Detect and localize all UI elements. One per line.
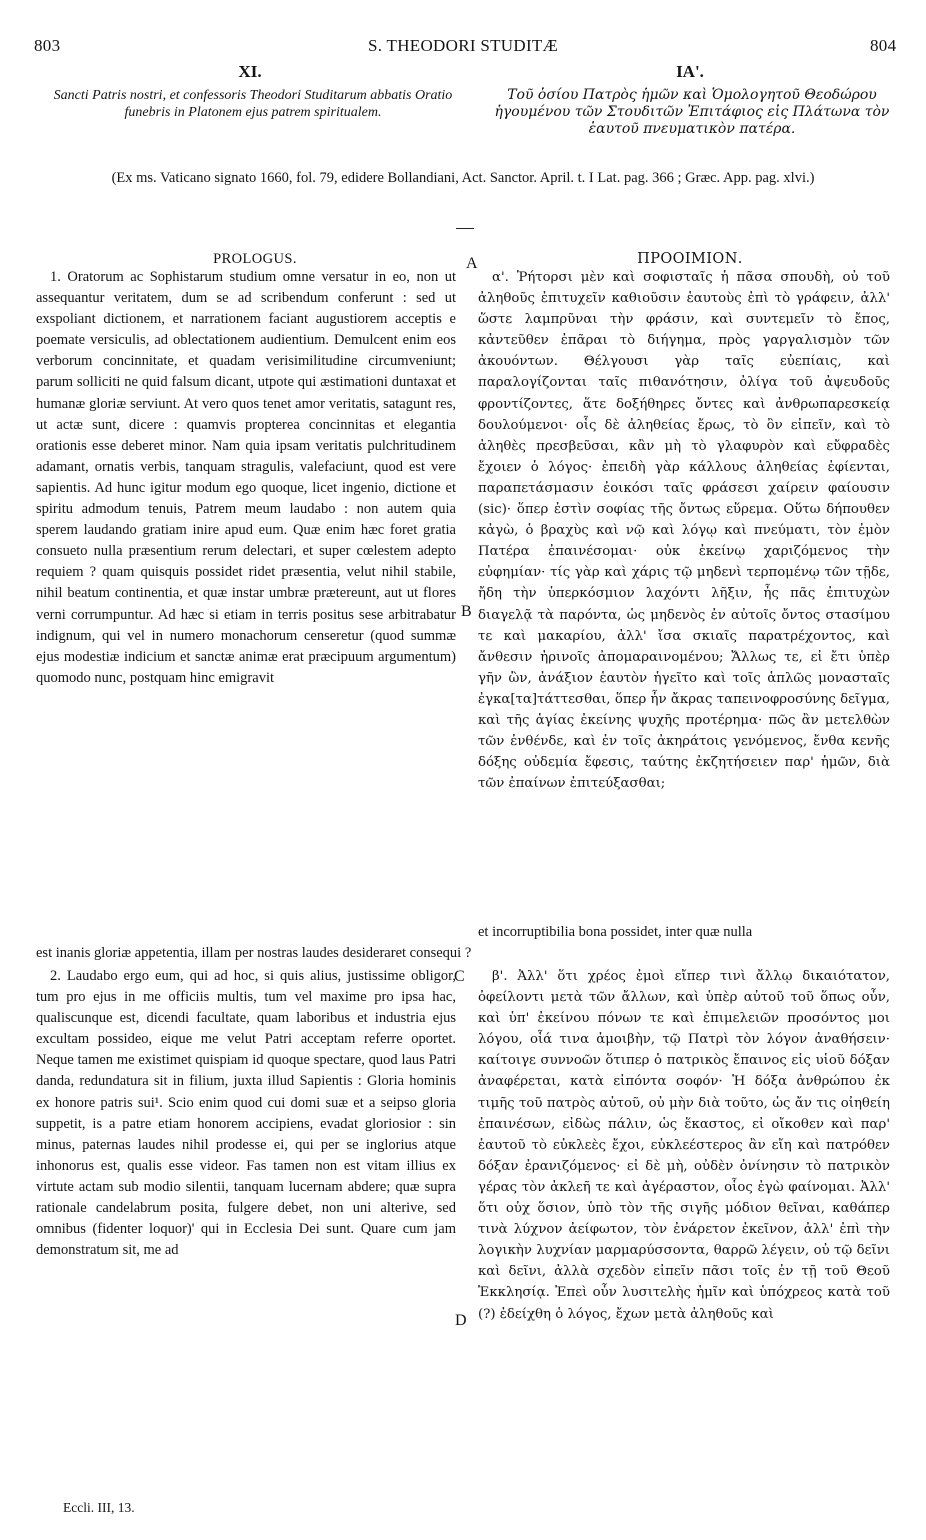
greek-number: ΙΑ'. [676,62,704,81]
margin-letter-b: B [461,603,472,620]
margin-letter-c: C [454,968,465,985]
footnote: Eccli. III, 13. [63,1500,135,1515]
source-note: (Ex ms. Vaticano signato 1660, fol. 79, edidere Bollandiani, Act. Sanctor. April. t. I Lat. pag. 366 ; Græc. App. pag. xlvi.) [111,170,815,186]
latin-number: XI. [238,62,262,81]
latin-column-upper [36,267,456,921]
section-divider [456,228,474,229]
page-number-left: 803 [34,36,61,55]
bridge-line-left [36,922,456,943]
greek-column-upper [478,267,890,921]
latin-section-title: PROLOGUS. [213,251,297,267]
latin-column-lower [36,966,456,1416]
greek-paragraph-1: α'. Ῥήτορσι μὲν καὶ σοφισταῖς ἡ πᾶσα σπουδὴ, οὐ τοῦ ἀληθοῦς ἐπιτυχεῖν καθιοῦσιν ἑαυτοὺς ἐπὶ τὸ γράφειν, ἀλλ' ὥστε λαμπρῦναι τὴν φράσιν, καὶ συντεμεῖν τὸ ἔπος, κἀντεῦθεν ἐπᾶραι τὸ διήγημα, πρὸς γαργαλισμὸν τῶν ἀκουόντων. Θέλγουσι γὰρ ταῖς εὐεπίαις, καὶ παραλογίζονται ταῖς πιθανότησιν, ὀλίγα τοῦ ἀψευδοῦς φροντίζοντες, ἅτε δοξήθηρες ὄντες καὶ ἀνθρωπαρεσκείᾳ δουλούμενοι· οἷς δὲ ἀληθείας ἔρως, τὸ ὂν εἰπεῖν, καὶ τὸ ἀληθὲς πρεσβεῦσαι, κἂν μὴ τὸ γλαφυρὸν καὶ εὔφραδὲς ἔχοιεν ὁ λόγος· ἐπειδὴ γὰρ κάλλους ἀληθείας ἐφίενται, παραπετάσμασιν ἐοικόσι ταῖς φράσεσι χαίρειν φαίουσιν (sic)· ὅπερ ἐστὶν σοφίας τῆς ὄντως εὕρεμα. Οὕτω δήπουθεν κἀγὼ, ὁ βραχὺς καὶ νῷ καὶ λόγῳ καὶ πνεύματι, τὸν ἐμὸν Πατέρα ἐπαινέσομαι· οὐκ ἐκείνῳ χαριζόμενος τὴν εὐφημίαν· τίς γὰρ καὶ χάρις τῷ μηδενὶ τερπομένῳ τῶν τῇδε, ἤδη τὴν ὑπερκόσμιον λαχόντι λῆξιν, ἧς πᾶς ἐπιτυχὼν διαγελᾷ τὰ παρόντα, ὡς μηδενὸς ἐν αὐτοῖς ὄντος στασίμου τε καὶ μακαρίου, ἀλλ' ἴσα σκιαῖς παρατρέχοντος, καὶ ἄνθεσιν ἠρινοῖς ἀπομαραινομένου; Ἄλλως τε, εἰ ἔτι ὑπὲρ γῆν ὢν, ἀνάξιον ἑαυτὸν ἡγεῖτο καὶ τοῖς ἁπλῶς μονασταῖς ἐγκα[τα]τάττεσθαι, ὅπερ ἦν ἄκρας ταπεινοφροσύνης δεῖγμα, καὶ τῆς ἁγίας ἐκείνης ψυχῆς προτέρημα· πῶς ἂν μετελθὼν τῶν ἐνθένδε, καὶ ἐν τοῖς ἀκηράτοις γενόμενος, ἔνθα κενῆς δόξης οὐδεμία ἔφεσις, ταύτης ἐκζητήσειεν παρ' ἡμῶν, διὰ τῶν ἐπαίνων ἐπιτεύξασθαι; [478,270,890,792]
bridge-line-right: et incorruptibilia bona possidet, inter quæ nulla [478,924,753,940]
bridge-line: est inanis gloriæ appetentia, illam per nostras laudes desideraret consequi ? [36,945,472,961]
latin-paragraph-1: 1. Oratorum ac Sophistarum studium omne versatur in eo, non ut assequantur veritatem, dum se ad scribendum conferunt : sed ut exspoliant dictionem, et narrationem faciant augustiorem acceptis e poemate versiculis, ad oblectationem audientium. Demulcent enim eos verborum concinnitate, et quadam verisimilitudine circumveniunt; parum solliciti ne quid falsum dicant, utpote qui æstimationi duntaxat et humanæ gloriæ serviunt. At vero quos tenet amor veritatis, satagunt res, ut actæ sunt, dicere : quamvis propterea concinnitas et elegantia orationis esse deberet minor. Nam quia ipsam veritatis pulchritudinem adamant, ornatis verbis, tanquam stragulis, valefaciunt, quod est vere sapientis. Ad hunc igitur modum ego quoque, licet ingenio, dictione et spiritu admodum tenuis, Patrem meum laudabo : non autem quia sperem laudando gratiam inire apud eum. Quæ enim hæc foret gratia consueto nulla præsentium rerum delectari, et super cœlestem adepto requiem ? quam quisquis possidet ridet præsentia, velut nihil stabile, nihil beatum continentia, et quæ instar umbræ prætereunt, aut ut flores verni corrumpuntur. Ad hæc si etiam in terris positus sese arbitrabatur indignum, qui vel in numero monachorum censeretur (quod summæ ejus modestiæ indicium et sanctæ animæ erat præcipuum argumentum) quomodo nunc, postquam hinc emigravit [36,269,456,686]
margin-letter-a: A [466,255,478,272]
running-title: S. THEODORI STUDITÆ [367,36,559,55]
latin-subtitle: Sancti Patris nostri, et confessoris Theodori Studitarum abbatis Oratio funebris in Platonem ejus patrem spiritualem. [53,88,453,120]
greek-section-title: ΠΡΟΟΙΜΙΟΝ. [637,251,743,267]
greek-paragraph-2: β'. Ἀλλ' ὅτι χρέος ἐμοὶ εἴπερ τινὶ ἄλλῳ δικαιότατον, ὀφείλοντι μετὰ τῶν ἄλλων, καὶ ὑπὲρ αὐτοῦ τοῦ ὅπως οὖν, καὶ ὑπ' ἐκείνου πόνων τε καὶ ἐπιμελειῶν προσόντος μοι λόγου, οἷά τινα ἀμοιβὴν, τῷ Πατρὶ τὸν λόγον ἀναθήσειν· καίτοιγε συννοῶν ὅτιπερ ὁ πατρικὸς ἔπαινος εἰς υἱοῦ δόξαν ἀναφέρεται, κατὰ εἰπόντα σοφόν· Ἡ δόξα ἀνθρώπου ἐκ τιμῆς τοῦ πατρὸς αὐτοῦ, οὐ μὴν διὰ τοῦτο, ὡς ἄν τις οἰηθείη ἐπαινέσων, εἰδὼς πάλιν, ὡς ἕκαστος, εἰ οἴκοθεν καὶ παρ' ἑαυτοῦ τὸ εὐκλεὲς ἔχοι, εὐκλεέστερος ἂν εἴη καὶ πατρόθεν δόξαν ἐρανιζόμενος· εἰ δὲ μὴ, οὐδὲν ὀνίνησιν τὸ πατρικὸν γέρας τὸν ἀκλεῆ τε καὶ ἀγέραστον, οἷος ἐγὼ φαίνομαι. Ἀλλ' ὅτι οὐχ ὅσιον, ὑπὸ τὸν τῆς σιγῆς μόδιον θεῖναι, καθάπερ τινὰ λύχνον ἀείφωτον, τὸν ἐνάρετον ἐκεῖνον, ἀλλ' ἐπὶ τὴν λογικὴν λυχνίαν μαρμαρύσσοντα, θαρρῶ λέγειν, οὐ τῷ δεῖνι καὶ δεῖνι, ἀλλὰ σχεδὸν εἰπεῖν πᾶσι τοῖς ἐν τῇ τοῦ Θεοῦ Ἐκκλησίᾳ. Ἐπεὶ οὖν λυσιτελὴς ἡμῖν καὶ ὑπόχρεος κατὰ τοῦ (?) ἐδείχθη ὁ λόγος, ἔχων μετὰ ἀληθοῦς καὶ [478,969,890,1322]
greek-subtitle: Τοῦ ὁσίου Πατρὸς ἡμῶν καὶ Ὁμολογητοῦ Θεοδώρου ἡγουμένου τῶν Στουδιτῶν Ἐπιτάφιος εἰς Πλάτωνα τὸν ἑαυτοῦ πνευματικὸν πατέρα. [494,87,890,137]
page-number-right: 804 [870,36,897,55]
greek-column-lower [478,966,890,1416]
margin-letter-d: D [455,1312,467,1329]
latin-paragraph-2: 2. Laudabo ergo eum, qui ad hoc, si quis alius, justissime obligor, tum pro ejus in me officiis multis, tum vel maxime pro ipsa hac, qualiscunque est, dicendi facultate, quam laboribus et industria ejus excultam possideo, eique me velut Patri acceptam referre oportet. Neque tamen me existimet quispiam id quoque spectare, quod laus Patri danda, redundatura sit in filium, juxta illud Sapientis : Gloria hominis ex honore patris sui¹. Scio enim quod cui domi suæ et a seipso gloria suppetit, is a patre etiam honorem accipiens, evadat gloriosior : sin minus, paternas laudes nihil prodesse ei, qui per se inglorius atque inhonorus est, qualis esse videor. Fas tamen non est vitam illius ex virtute actam sub modio silentii, tanquam lucernam abdere; quæ supra rationale candelabrum posita, fulgere debet, non uni alterive, sed omnibus (fidenter loquor)' qui in Ecclesia Dei sunt. Quare cum jam demonstratum sit, me ad [36,968,456,1259]
